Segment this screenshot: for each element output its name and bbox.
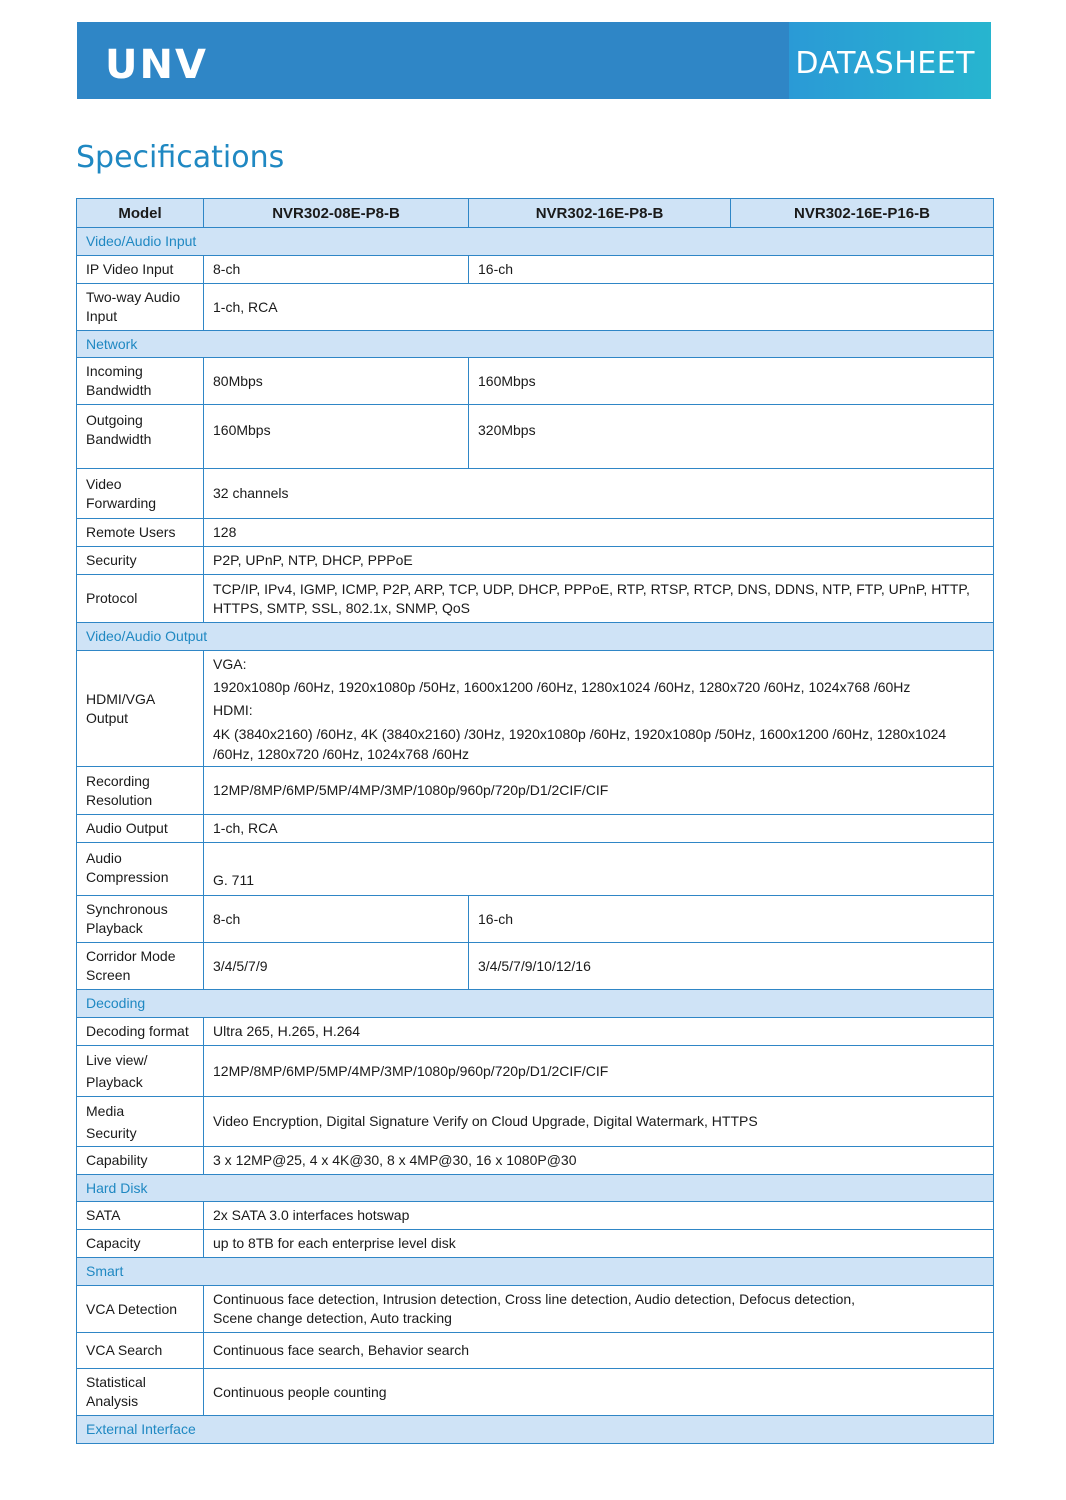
row-label xyxy=(77,896,204,943)
row-label-line: Screen xyxy=(86,967,131,983)
table-row xyxy=(77,547,994,575)
row-label: Protocol xyxy=(77,575,204,623)
table-row xyxy=(77,1018,994,1046)
row-value: 3/4/5/7/9/10/12/16 xyxy=(469,943,994,990)
table-row xyxy=(77,284,994,331)
row-label: Decoding format xyxy=(77,1018,204,1046)
table-row xyxy=(77,1230,994,1258)
table-row xyxy=(77,1097,994,1147)
row-label-line: Analysis xyxy=(86,1393,139,1409)
unv-logo xyxy=(105,36,208,88)
row-label-line: Statistical xyxy=(86,1374,146,1390)
row-label-line: Live view/ xyxy=(86,1052,148,1068)
datasheet-badge: DATASHEET xyxy=(795,46,975,81)
row-label-line: Bandwidth xyxy=(86,431,152,447)
row-label-line: Video xyxy=(86,475,122,492)
row-label xyxy=(77,405,204,469)
row-value: 2x SATA 3.0 interfaces hotswap xyxy=(204,1202,994,1230)
row-label xyxy=(77,843,204,896)
table-row xyxy=(77,815,994,843)
row-value: Ultra 265, H.265, H.264 xyxy=(204,1018,994,1046)
row-label xyxy=(77,1369,204,1416)
table-row xyxy=(77,256,994,284)
hdmi-value-line: 4K (3840x2160) /60Hz, 4K (3840x2160) /30Hz, 1920x1080p /60Hz, 1920x1080p /50Hz, 1600x1200 /60Hz, 1280x1024 xyxy=(213,726,947,742)
row-label-line: Forwarding xyxy=(86,494,157,511)
table-header-row xyxy=(77,199,994,228)
row-label-line: Bandwidth xyxy=(86,382,152,398)
row-value: P2P, UPnP, NTP, DHCP, PPPoE xyxy=(204,547,994,575)
section-row xyxy=(77,331,994,358)
row-value-line: HTTPS, SMTP, SSL, 802.1x, SNMP, QoS xyxy=(213,599,471,616)
row-label-line: Two-way Audio xyxy=(86,289,181,305)
row-value xyxy=(204,1286,994,1333)
table-row xyxy=(77,943,994,990)
row-label xyxy=(77,767,204,815)
row-value: 1-ch, RCA xyxy=(204,284,994,331)
row-label xyxy=(77,1097,204,1147)
row-label-line: Media xyxy=(86,1102,125,1119)
header-banner xyxy=(77,22,991,99)
table-row xyxy=(77,1046,994,1097)
row-value: Video Encryption, Digital Signature Verify on Cloud Upgrade, Digital Watermark, HTTPS xyxy=(204,1097,994,1147)
vga-value: 1920x1080p /60Hz, 1920x1080p /50Hz, 1600x1200 /60Hz, 1280x1024 /60Hz, 1280x720 /60Hz, 1024x768 /60Hz xyxy=(213,679,911,695)
section-network: Network xyxy=(77,331,994,358)
row-value: 16-ch xyxy=(469,256,994,284)
row-label: Security xyxy=(77,547,204,575)
section-video-audio-output: Video/Audio Output xyxy=(77,623,994,651)
header-model: Model xyxy=(77,199,204,228)
row-value: G. 711 xyxy=(204,843,994,896)
table-row xyxy=(77,1369,994,1416)
row-label-line: Resolution xyxy=(86,791,153,808)
section-smart: Smart xyxy=(77,1258,994,1286)
row-label-line: Recording xyxy=(86,772,150,789)
row-label-line: Playback xyxy=(86,920,143,936)
row-label-line: Playback xyxy=(86,1074,143,1090)
row-value: 8-ch xyxy=(204,896,469,943)
row-value: 12MP/8MP/6MP/5MP/4MP/3MP/1080p/960p/720p/D1/2CIF/CIF xyxy=(204,767,994,815)
row-value: 128 xyxy=(204,519,994,547)
table-row xyxy=(77,896,994,943)
row-value xyxy=(204,575,994,623)
section-row xyxy=(77,1258,994,1286)
section-row xyxy=(77,1416,994,1444)
row-label-line: Compression xyxy=(86,869,169,885)
row-value: 160Mbps xyxy=(469,358,994,405)
table-row xyxy=(77,519,994,547)
row-value: 32 channels xyxy=(204,469,994,519)
logo-text: UNV xyxy=(105,42,208,88)
row-label-line: Outgoing xyxy=(86,412,143,428)
hdmi-value-line: /60Hz, 1280x720 /60Hz, 1024x768 /60Hz xyxy=(213,746,470,762)
vga-title: VGA: xyxy=(213,656,247,672)
row-label-line: Input xyxy=(86,308,118,324)
row-value: Continuous people counting xyxy=(204,1369,994,1416)
row-value xyxy=(204,651,994,767)
section-decoding: Decoding xyxy=(77,990,994,1018)
row-label: IP Video Input xyxy=(77,256,204,284)
row-value: up to 8TB for each enterprise level disk xyxy=(204,1230,994,1258)
header-model-2: NVR302-16E-P8-B xyxy=(469,199,731,228)
row-label-line: HDMI/VGA xyxy=(86,690,156,707)
row-label xyxy=(77,469,204,519)
table-row xyxy=(77,767,994,815)
row-value: 80Mbps xyxy=(204,358,469,405)
row-value: 320Mbps xyxy=(469,405,994,469)
table-row xyxy=(77,469,994,519)
row-value: 160Mbps xyxy=(204,405,469,469)
row-label xyxy=(77,1046,204,1097)
table-row xyxy=(77,1286,994,1333)
page-title: Specifications xyxy=(76,140,285,175)
row-label: Audio Output xyxy=(77,815,204,843)
hdmi-title: HDMI: xyxy=(213,702,253,718)
section-row xyxy=(77,623,994,651)
row-label xyxy=(77,284,204,331)
row-label-line: Security xyxy=(86,1124,137,1141)
table-row xyxy=(77,405,994,469)
table-row xyxy=(77,843,994,896)
row-value-line: Scene change detection, Auto tracking xyxy=(213,1310,452,1326)
table-row xyxy=(77,358,994,405)
row-label xyxy=(77,943,204,990)
row-label: Capacity xyxy=(77,1230,204,1258)
section-external-interface: External Interface xyxy=(77,1416,994,1444)
row-label: VCA Detection xyxy=(77,1286,204,1333)
row-label-line: Incoming xyxy=(86,363,143,379)
row-label-line: Output xyxy=(86,709,129,726)
row-label: Capability xyxy=(77,1147,204,1175)
row-value: 3 x 12MP@25, 4 x 4K@30, 8 x 4MP@30, 16 x 1080P@30 xyxy=(204,1147,994,1175)
section-row xyxy=(77,228,994,256)
row-value: Continuous face search, Behavior search xyxy=(204,1333,994,1369)
row-value: 3/4/5/7/9 xyxy=(204,943,469,990)
section-video-audio-input: Video/Audio Input xyxy=(77,228,994,256)
row-value-line: Continuous face detection, Intrusion detection, Cross line detection, Audio detection, Defocus detection, xyxy=(213,1291,856,1307)
row-label-line: Corridor Mode xyxy=(86,948,176,964)
section-hard-disk: Hard Disk xyxy=(77,1175,994,1202)
row-label: Remote Users xyxy=(77,519,204,547)
table-row xyxy=(77,1202,994,1230)
spec-table xyxy=(76,198,994,1444)
row-value: 16-ch xyxy=(469,896,994,943)
header-model-3: NVR302-16E-P16-B xyxy=(731,199,994,228)
row-value-line: TCP/IP, IPv4, IGMP, ICMP, P2P, ARP, TCP, UDP, DHCP, PPPoE, RTP, RTSP, RTCP, DNS, DDNS, NTP, FTP, UPnP, HTTP, xyxy=(213,580,970,597)
row-label-line: Synchronous xyxy=(86,901,168,917)
header-model-1: NVR302-08E-P8-B xyxy=(204,199,469,228)
section-row xyxy=(77,1175,994,1202)
row-label xyxy=(77,358,204,405)
row-label-line: Audio xyxy=(86,850,122,866)
table-row xyxy=(77,651,994,767)
row-value: 12MP/8MP/6MP/5MP/4MP/3MP/1080p/960p/720p/D1/2CIF/CIF xyxy=(204,1046,994,1097)
row-label xyxy=(77,651,204,767)
row-label: VCA Search xyxy=(77,1333,204,1369)
table-row xyxy=(77,1333,994,1369)
section-row xyxy=(77,990,994,1018)
datasheet-badge-box xyxy=(789,22,991,99)
table-row xyxy=(77,575,994,623)
row-value: 8-ch xyxy=(204,256,469,284)
row-label: SATA xyxy=(77,1202,204,1230)
table-row xyxy=(77,1147,994,1175)
row-value: 1-ch, RCA xyxy=(204,815,994,843)
